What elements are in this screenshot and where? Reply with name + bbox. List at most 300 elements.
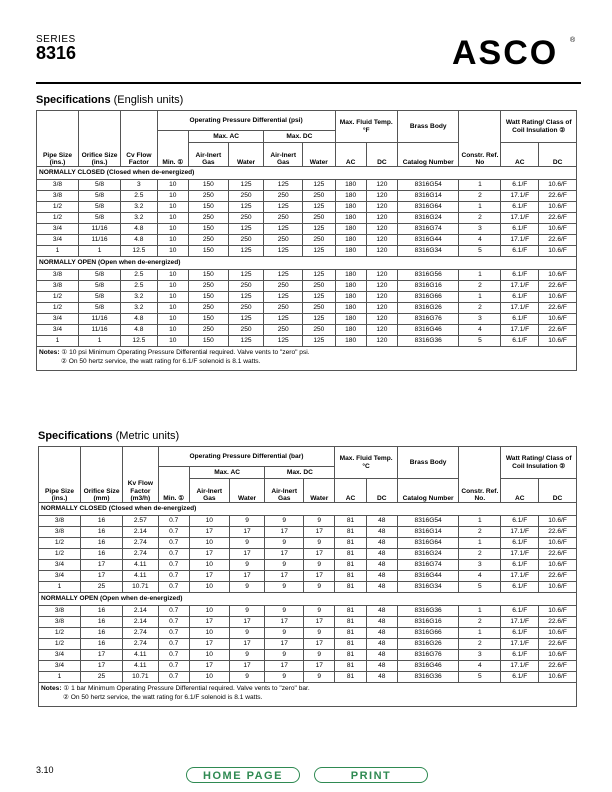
table-cell: 5 [459, 672, 501, 683]
col-air-dc: Air-Inert Gas [265, 479, 304, 503]
table-cell: 9 [265, 560, 304, 571]
table-cell: 250 [228, 281, 264, 292]
no-section-label: NORMALLY OPEN (Open when de-energized) [37, 257, 577, 270]
table-cell: 5/8 [79, 281, 121, 292]
table-cell: 81 [335, 571, 366, 582]
table-row [39, 582, 577, 593]
table-cell: 9 [229, 582, 265, 593]
table-cell: 0.7 [158, 628, 189, 639]
table-cell: 8316G26 [398, 303, 459, 314]
notes-label: Notes: [41, 685, 62, 692]
table-cell: 22.6/F [539, 235, 577, 246]
note-1: ① 1 bar Minimum Operating Pressure Differential required. Valve vents to "zero" bar. [63, 685, 310, 692]
col-air-dc: Air-Inert Gas [264, 143, 303, 167]
table-cell: 250 [228, 191, 264, 202]
table-row [37, 213, 577, 224]
table-cell: 125 [303, 270, 335, 281]
table-cell: 250 [303, 235, 335, 246]
table-cell: 150 [188, 336, 228, 347]
col-orifice-size: Orifice Size (ins.) [79, 111, 121, 167]
table-cell: 48 [366, 582, 397, 593]
table-row [37, 281, 577, 292]
table-cell: 9 [304, 672, 335, 683]
table-cell: 120 [366, 246, 397, 257]
table-cell: 17.1/F [501, 639, 539, 650]
table-cell: 0.7 [158, 516, 189, 527]
col-constr-ref: Constr. Ref. No. [459, 447, 501, 503]
table-cell: 9 [304, 650, 335, 661]
table-cell: 10.6/F [539, 628, 577, 639]
table-cell: 16 [81, 628, 123, 639]
nc-section-label: NORMALLY CLOSED (Closed when de-energized) [39, 503, 577, 516]
col-water-ac: Water [229, 479, 265, 503]
table-cell: 180 [335, 224, 366, 235]
table-cell: 3/4 [39, 571, 81, 582]
table-cell: 17 [229, 639, 265, 650]
table-cell: 9 [229, 538, 265, 549]
table-cell: 6.1/F [501, 270, 539, 281]
table-row [39, 527, 577, 538]
table-cell: 120 [366, 213, 397, 224]
table-cell: 150 [188, 270, 228, 281]
col-pipe-size: Pipe Size (ins.) [39, 447, 81, 503]
table-cell: 125 [264, 180, 303, 191]
table-cell: 8316G74 [397, 560, 458, 571]
table-cell: 0.7 [158, 527, 189, 538]
table-row [39, 549, 577, 560]
table-cell: 2.74 [123, 538, 159, 549]
table-cell: 2 [459, 191, 501, 202]
table-cell: 17 [265, 639, 304, 650]
table-cell: 17 [304, 639, 335, 650]
table-cell: 48 [366, 628, 397, 639]
table-cell: 48 [366, 617, 397, 628]
table-cell: 8316G54 [398, 180, 459, 191]
table-cell: 250 [188, 281, 228, 292]
metric-spec-table [38, 446, 577, 707]
table-cell: 8316G36 [398, 336, 459, 347]
table-cell: 1 [79, 246, 121, 257]
table-cell: 250 [228, 303, 264, 314]
table-cell: 12.5 [121, 246, 158, 257]
table-cell: 250 [228, 235, 264, 246]
table-cell: 10.6/F [539, 606, 577, 617]
table-row [37, 180, 577, 191]
col-temp-dc: DC [366, 143, 397, 167]
table-cell: 10.6/F [539, 246, 577, 257]
col-max-dc: Max. DC [265, 467, 335, 479]
table-cell: 250 [228, 325, 264, 336]
table-cell: 8316G76 [397, 650, 458, 661]
table-cell: 10.71 [123, 582, 159, 593]
table-cell: 3/4 [39, 560, 81, 571]
table-cell: 17.1/F [501, 235, 539, 246]
col-watt-dc: DC [539, 143, 577, 167]
table-cell: 17.1/F [501, 527, 539, 538]
table-cell: 2.74 [123, 549, 159, 560]
table-cell: 9 [229, 650, 265, 661]
table-row [37, 314, 577, 325]
table-cell: 8316G44 [397, 571, 458, 582]
table-cell: 125 [228, 270, 264, 281]
table-cell: 25 [81, 582, 123, 593]
table-cell: 180 [335, 281, 366, 292]
table-cell: 9 [304, 516, 335, 527]
table-cell: 6.1/F [501, 314, 539, 325]
table-cell: 9 [229, 516, 265, 527]
table-cell: 5/8 [79, 180, 121, 191]
table-cell: 1 [37, 336, 79, 347]
table-cell: 3.2 [121, 213, 158, 224]
table-cell: 2 [459, 639, 501, 650]
table-cell: 1 [459, 628, 501, 639]
table-cell: 120 [366, 191, 397, 202]
table-row [39, 538, 577, 549]
col-min: Min. ① [158, 467, 189, 503]
table-cell: 17 [229, 661, 265, 672]
table-cell: 6.1/F [501, 582, 539, 593]
table-cell: 1 [39, 672, 81, 683]
metric-spec-title [38, 430, 179, 442]
col-water-ac: Water [228, 143, 264, 167]
table-cell: 8316G74 [398, 224, 459, 235]
table-cell: 180 [335, 180, 366, 191]
col-water-dc: Water [304, 479, 335, 503]
col-brass-body: Brass Body [398, 111, 459, 143]
table-row [37, 336, 577, 347]
table-cell: 125 [264, 336, 303, 347]
table-cell: 250 [264, 325, 303, 336]
table-cell: 4 [459, 661, 501, 672]
table-cell: 3.2 [121, 292, 158, 303]
table-cell: 0.7 [158, 549, 189, 560]
table-cell: 3/8 [39, 516, 81, 527]
table-row [37, 270, 577, 281]
table-cell: 180 [335, 303, 366, 314]
table-row [37, 246, 577, 257]
metric-title-bold: Specifications [38, 430, 113, 442]
table-cell: 125 [264, 224, 303, 235]
table-cell: 125 [228, 180, 264, 191]
table-row [39, 650, 577, 661]
table-cell: 8316G64 [397, 538, 458, 549]
table-cell: 1 [459, 292, 501, 303]
page-number: 3.10 [36, 765, 54, 775]
table-cell: 125 [264, 292, 303, 303]
table-cell: 120 [366, 224, 397, 235]
col-watt-rating: Watt Rating/ Class of Coil Insulation ② [501, 111, 577, 143]
table-cell: 6.1/F [501, 650, 539, 661]
table-cell: 6.1/F [501, 538, 539, 549]
table-cell: 0.7 [158, 672, 189, 683]
table-cell: 8316G34 [398, 246, 459, 257]
table-cell: 6.1/F [501, 336, 539, 347]
table-cell: 10 [157, 281, 188, 292]
table-cell: 17 [229, 617, 265, 628]
table-cell: 1/2 [37, 292, 79, 303]
table-cell: 5/8 [79, 270, 121, 281]
table-cell: 81 [335, 639, 366, 650]
table-cell: 125 [303, 292, 335, 303]
table-cell: 150 [188, 314, 228, 325]
table-cell: 10.6/F [539, 180, 577, 191]
table-cell: 120 [366, 325, 397, 336]
table-cell: 8316G24 [398, 213, 459, 224]
table-cell: 10.6/F [539, 582, 577, 593]
col-watt-ac: AC [501, 479, 539, 503]
table-cell: 125 [303, 336, 335, 347]
table-cell: 3/8 [37, 180, 79, 191]
table-cell: 0.7 [158, 538, 189, 549]
table-cell: 10 [157, 202, 188, 213]
table-cell: 17 [189, 571, 229, 582]
table-cell: 8316G24 [397, 549, 458, 560]
home-page-button[interactable]: HOME PAGE [186, 767, 300, 783]
table-cell: 3/4 [39, 661, 81, 672]
table-cell: 10.6/F [539, 224, 577, 235]
table-cell: 6.1/F [501, 202, 539, 213]
table-cell: 81 [335, 527, 366, 538]
table-cell: 1 [459, 180, 501, 191]
table-cell: 5/8 [79, 213, 121, 224]
table-cell: 3 [459, 224, 501, 235]
table-cell: 1/2 [39, 639, 81, 650]
table-cell: 1 [459, 516, 501, 527]
table-cell: 9 [265, 606, 304, 617]
col-pipe-size: Pipe Size (ins.) [37, 111, 79, 167]
english-title-units: (English units) [113, 94, 184, 106]
table-cell: 10.6/F [539, 650, 577, 661]
table-cell: 6.1/F [501, 672, 539, 683]
table-cell: 8316G66 [398, 292, 459, 303]
table-cell: 4.8 [121, 224, 158, 235]
table-row [39, 672, 577, 683]
table-cell: 8316G54 [397, 516, 458, 527]
table-cell: 9 [265, 538, 304, 549]
table-cell: 0.7 [158, 560, 189, 571]
table-cell: 8316G44 [398, 235, 459, 246]
table-cell: 6.1/F [501, 292, 539, 303]
table-cell: 8316G16 [398, 281, 459, 292]
table-cell: 17 [265, 571, 304, 582]
table-cell: 22.6/F [539, 549, 577, 560]
table-cell: 2 [459, 549, 501, 560]
table-cell: 120 [366, 180, 397, 191]
table-cell: 10 [157, 336, 188, 347]
note-2: ② On 50 hertz service, the watt rating for 6.1/F solenoid is 8.1 watts. [61, 357, 261, 365]
table-cell: 250 [264, 281, 303, 292]
table-cell: 250 [303, 281, 335, 292]
table-cell: 8316G14 [397, 527, 458, 538]
table-cell: 5/8 [79, 202, 121, 213]
table-cell: 250 [264, 235, 303, 246]
table-cell: 2 [459, 213, 501, 224]
table-cell: 1/2 [39, 549, 81, 560]
table-cell: 4.11 [123, 661, 159, 672]
table-cell: 3/4 [39, 650, 81, 661]
table-cell: 81 [335, 606, 366, 617]
table-cell: 10 [157, 292, 188, 303]
table-cell: 6.1/F [501, 180, 539, 191]
table-cell: 17 [304, 661, 335, 672]
table-cell: 10 [157, 314, 188, 325]
table-cell: 3/4 [37, 224, 79, 235]
table-cell: 125 [228, 314, 264, 325]
table-cell: 2 [459, 617, 501, 628]
table-cell: 1 [459, 606, 501, 617]
table-cell: 9 [304, 628, 335, 639]
table-cell: 8316G26 [397, 639, 458, 650]
table-cell: 180 [335, 202, 366, 213]
table-cell: 22.6/F [539, 661, 577, 672]
table-cell: 9 [229, 672, 265, 683]
table-cell: 17 [189, 639, 229, 650]
table-cell: 22.6/F [539, 191, 577, 202]
table-cell: 180 [335, 325, 366, 336]
table-row [37, 224, 577, 235]
english-spec-title [36, 94, 183, 106]
col-flow-factor: Kv Flow Factor (m3/h) [123, 447, 159, 503]
table-cell: 125 [303, 314, 335, 325]
table-cell: 17 [81, 560, 123, 571]
table-cell: 10 [157, 325, 188, 336]
table-cell: 10.6/F [539, 270, 577, 281]
logo-text: ASCO [452, 34, 559, 66]
table-cell: 17 [229, 571, 265, 582]
table-cell: 250 [264, 213, 303, 224]
table-cell: 10.6/F [539, 538, 577, 549]
table-cell: 125 [264, 246, 303, 257]
table-cell: 1/2 [39, 628, 81, 639]
table-cell: 22.6/F [539, 281, 577, 292]
col-watt-rating: Watt Rating/ Class of Coil Insulation ② [501, 447, 577, 479]
no-section-label: NORMALLY OPEN (Open when de-energized) [39, 593, 577, 606]
col-air-ac: Air-Inert Gas [188, 143, 228, 167]
table-cell: 9 [265, 672, 304, 683]
table-cell: 4 [459, 571, 501, 582]
header-rule [36, 82, 581, 84]
table-cell: 3/8 [37, 191, 79, 202]
col-max-dc: Max. DC [264, 131, 335, 143]
table-cell: 150 [188, 246, 228, 257]
table-cell: 4 [459, 235, 501, 246]
col-orifice-size: Orifice Size (mm) [81, 447, 123, 503]
table-cell: 17.1/F [501, 661, 539, 672]
table-cell: 17 [229, 549, 265, 560]
table-cell: 48 [366, 549, 397, 560]
table-cell: 2 [459, 303, 501, 314]
table-cell: 17.1/F [501, 325, 539, 336]
col-flow-factor: Cv Flow Factor [121, 111, 158, 167]
table-cell: 125 [303, 202, 335, 213]
table-cell: 3/4 [37, 325, 79, 336]
table-cell: 48 [366, 606, 397, 617]
metric-title-units: (Metric units) [115, 430, 180, 442]
col-max-ac: Max. AC [189, 467, 264, 479]
table-cell: 3 [121, 180, 158, 191]
table-cell: 22.6/F [539, 571, 577, 582]
table-cell: 180 [335, 270, 366, 281]
english-title-bold: Specifications [36, 94, 111, 106]
table-cell: 4.8 [121, 235, 158, 246]
table-cell: 250 [188, 325, 228, 336]
table-cell: 6.1/F [501, 606, 539, 617]
table-cell: 250 [264, 191, 303, 202]
col-max-temp: Max. Fluid Temp. °C [335, 447, 398, 479]
table-cell: 9 [304, 582, 335, 593]
table-cell: 9 [304, 606, 335, 617]
table-cell: 22.6/F [539, 639, 577, 650]
table-cell: 0.7 [158, 606, 189, 617]
table-cell: 125 [264, 270, 303, 281]
table-cell: 150 [188, 224, 228, 235]
print-button[interactable]: PRINT [314, 767, 428, 783]
table-cell: 250 [188, 213, 228, 224]
table-cell: 9 [229, 628, 265, 639]
table-cell: 11/16 [79, 314, 121, 325]
table-cell: 10 [189, 628, 229, 639]
table-cell: 8316G14 [398, 191, 459, 202]
table-cell: 250 [303, 325, 335, 336]
table-cell: 180 [335, 336, 366, 347]
table-row [39, 606, 577, 617]
table-cell: 10.6/F [539, 314, 577, 325]
asco-logo [452, 34, 576, 66]
table-cell: 1/2 [37, 303, 79, 314]
table-cell: 5/8 [79, 191, 121, 202]
table-cell: 16 [81, 549, 123, 560]
table-cell: 17 [304, 617, 335, 628]
table-cell: 81 [335, 617, 366, 628]
table-cell: 6.1/F [501, 246, 539, 257]
table-cell: 22.6/F [539, 303, 577, 314]
table-cell: 120 [366, 235, 397, 246]
table-row [37, 235, 577, 246]
table-cell: 10 [157, 213, 188, 224]
table-cell: 17 [189, 617, 229, 628]
table-row [37, 292, 577, 303]
nc-section-label: NORMALLY CLOSED (Closed when de-energized) [37, 167, 577, 180]
table-cell: 1 [39, 582, 81, 593]
col-temp-dc: DC [366, 479, 397, 503]
table-cell: 17 [189, 527, 229, 538]
table-cell: 180 [335, 292, 366, 303]
table-cell: 81 [335, 549, 366, 560]
table-cell: 2.74 [123, 639, 159, 650]
table-cell: 17.1/F [501, 571, 539, 582]
table-cell: 1 [459, 538, 501, 549]
table-cell: 48 [366, 571, 397, 582]
table-cell: 250 [303, 303, 335, 314]
table-cell: 25 [81, 672, 123, 683]
table-cell: 9 [265, 628, 304, 639]
table-row [39, 617, 577, 628]
table-cell: 48 [366, 560, 397, 571]
table-cell: 125 [228, 224, 264, 235]
table-cell: 2 [459, 281, 501, 292]
table-cell: 8316G66 [397, 628, 458, 639]
table-cell: 48 [366, 639, 397, 650]
note-1: ① 10 psi Minimum Operating Pressure Differential required. Valve vents to "zero" psi. [61, 349, 310, 356]
table-cell: 3.2 [121, 202, 158, 213]
table-cell: 16 [81, 606, 123, 617]
table-cell: 10 [189, 582, 229, 593]
table-row [37, 202, 577, 213]
table-cell: 8316G16 [397, 617, 458, 628]
table-cell: 1 [459, 270, 501, 281]
table-cell: 10 [189, 560, 229, 571]
table-cell: 16 [81, 516, 123, 527]
